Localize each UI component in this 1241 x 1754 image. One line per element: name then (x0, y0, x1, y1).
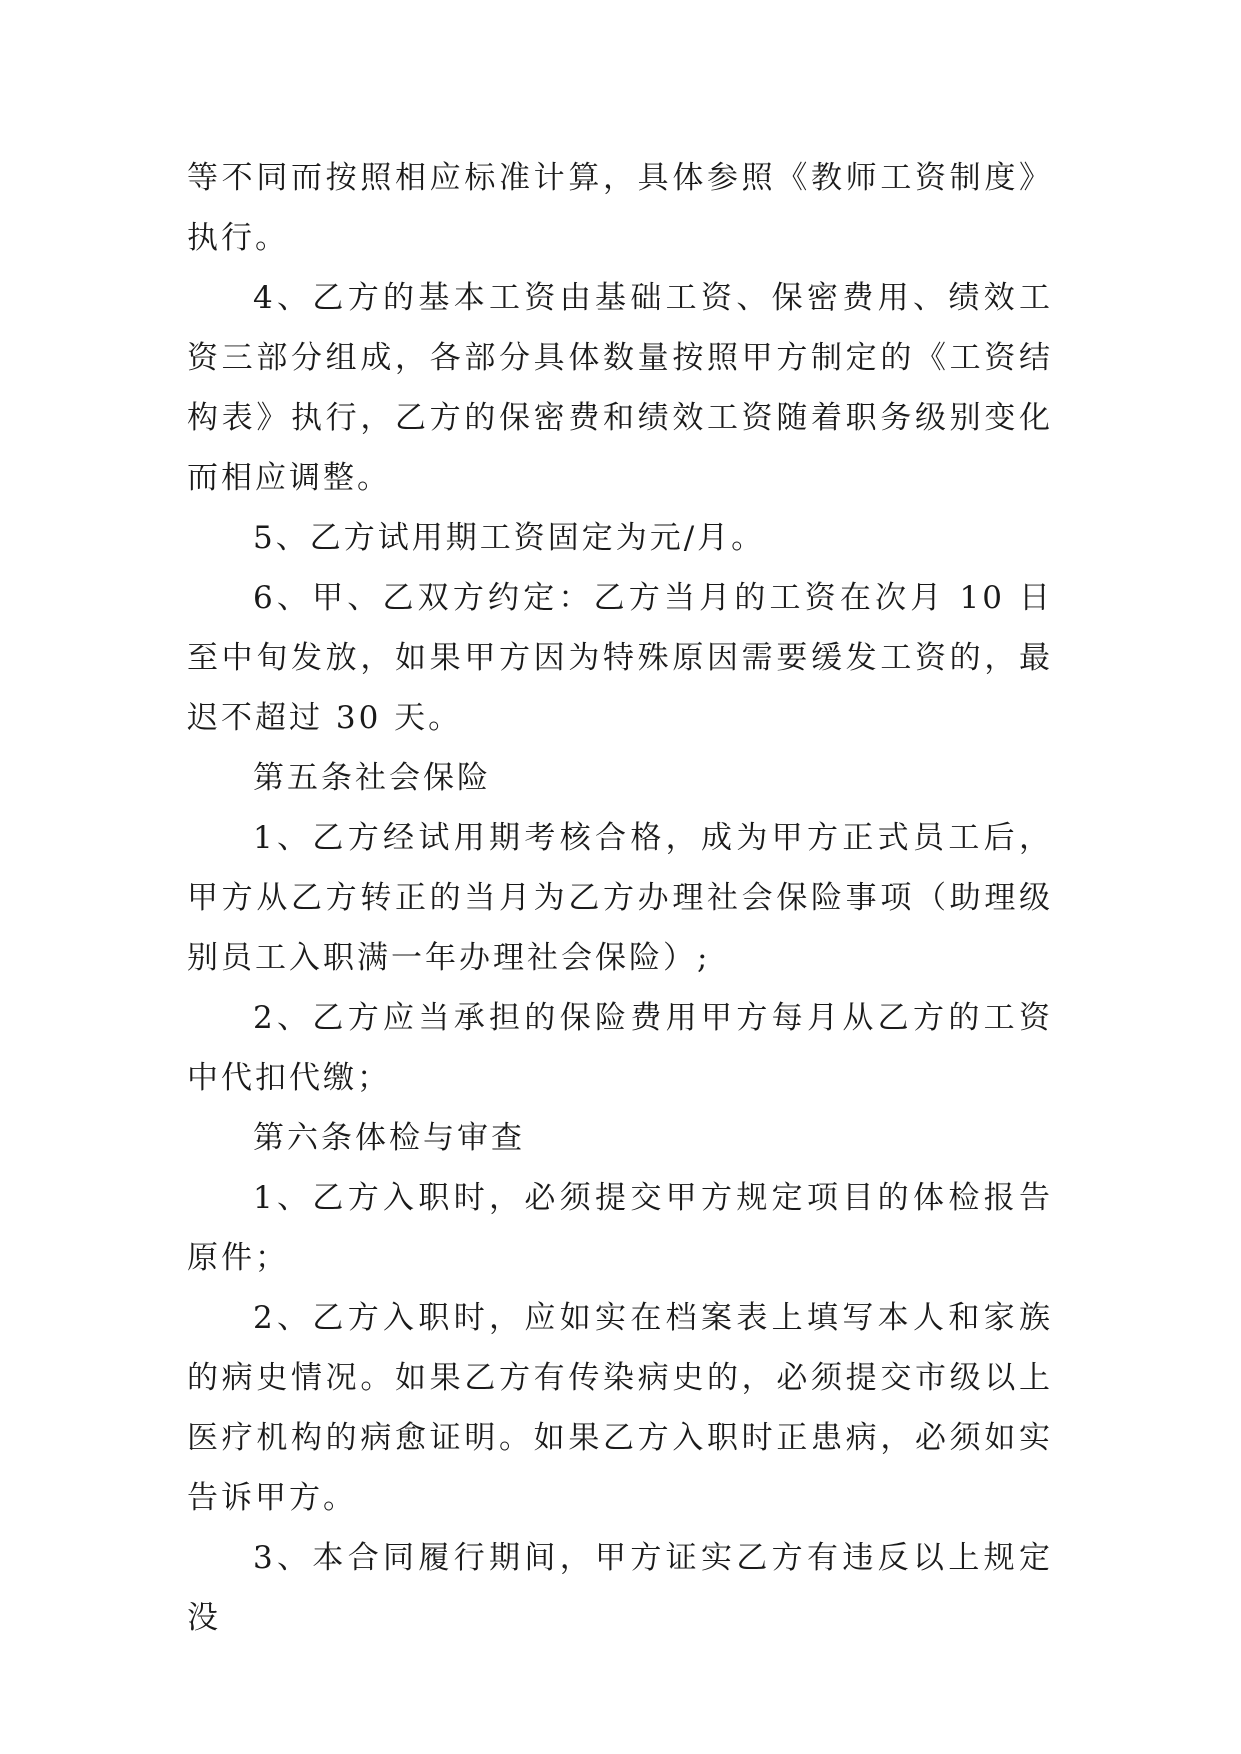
paragraph-clause-5-probation-salary: 5、乙方试用期工资固定为元/月。 (253, 520, 766, 556)
paragraph-medical-3: 3、本合同履行期间，甲方证实乙方有违反以上规定没 (187, 1540, 1053, 1636)
section-heading-social-insurance: 第五条社会保险 (253, 760, 491, 796)
paragraph-medical-1: 1、乙方入职时，必须提交甲方规定项目的体检报告原件； (187, 1180, 1053, 1276)
paragraph-clause-4-basic-salary: 4、乙方的基本工资由基础工资、保密费用、绩效工资三部分组成，各部分具体数量按照甲方制定的《工资结构表》执行，乙方的保密费和绩效工资随着职务级别变化而相应调整。 (187, 280, 1053, 496)
paragraph-medical-2: 2、乙方入职时，应如实在档案表上填写本人和家族的病史情况。如果乙方有传染病史的，必须提交市级以上医疗机构的病愈证明。如果乙方入职时正患病，必须如实告诉甲方。 (187, 1300, 1053, 1516)
paragraph-salary-standard: 等不同而按照相应标准计算，具体参照《教师工资制度》执行。 (187, 160, 1053, 256)
paragraph-clause-6-pay-date: 6、甲、乙双方约定：乙方当月的工资在次月 10 日至中旬发放，如果甲方因为特殊原因需要缓发工资的，最迟不超过 30 天。 (187, 580, 1053, 736)
paragraph-insurance-2: 2、乙方应当承担的保险费用甲方每月从乙方的工资中代扣代缴； (187, 1000, 1053, 1096)
paragraph-insurance-1: 1、乙方经试用期考核合格，成为甲方正式员工后，甲方从乙方转正的当月为乙方办理社会保险事项（助理级别员工入职满一年办理社会保险）; (187, 820, 1053, 976)
section-heading-medical-check: 第六条体检与审查 (253, 1120, 525, 1156)
document-page (187, 148, 1053, 1648)
